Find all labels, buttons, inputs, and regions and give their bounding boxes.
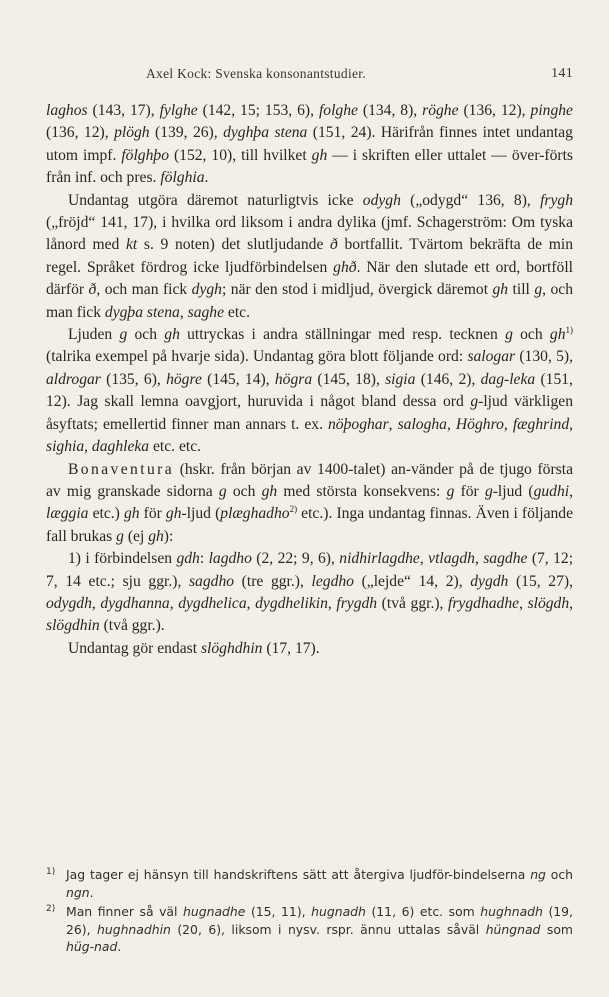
paragraph-1: laghos (143, 17), fylghe (142, 15; 153, 6), folghe (134, 8), röghe (136, 12), pinghe (136, 12), plögh (139, 26), dyghþa stena (151, 24). Härifrån finnes intet undantag utom impf. fölghþo (152, 10), till hvilket gh — i skriften eller uttalet — över-förts från inf. och pres. fölghia. xyxy=(46,102,573,187)
page-number: 141 xyxy=(551,66,573,81)
paragraph-4: Bonaventura (hskr. från början av 1400-talet) an-vänder på de tjugo första av mig granskade sidorna g och gh med största konsekvens: g för g-ljud (gudhi, læggia etc.) gh för gh-ljud (plæghadho$^{2)}$ etc.). Inga undantag finnas. Även i följande fall brukas g (ej gh): xyxy=(46,460,574,545)
footnote-2: $^{2)}$ Man finner så väl hugnadhe (15, 11), hugnadh (11, 6) etc. som hughnadh (19, 26), hughnadhin (20, 6), liksom i nysv. rspr. ännu uttalas såväl hüngnad som hüg-nad. xyxy=(46,904,573,955)
footnote-1: $^{1)}$ Jag tager ej hänsyn till handskriftens sätt att återgiva ljudför-bindelserna ng och ngn. xyxy=(46,866,574,900)
main-text xyxy=(46,100,573,660)
footnote-ref-2: 2) xyxy=(289,504,298,515)
paragraph-3: Ljuden g och gh uttryckas i andra ställningar med resp. tecknen g och $gh^{1)}$ (talrika exempel på hvarje sida). Undantag göra blott följande ord: salogar (130, 5), aldrogar (135, 6), högre (145, 14), högra (145, 18), sigia (146, 2), dag-leka (151, 12). Jag skall lemna oavgjort, huruvida i något bland dessa ord g-ljud värkligen åsyftats; emellertid finner man annars t. ex. nöþoghar, salogha, Höghro, fæghrind, sighia, daghleka etc. etc. xyxy=(46,324,574,456)
paragraph-6: Undantag gör endast slöghdhin (17, 17). xyxy=(68,639,320,657)
paragraph-5: 1) i förbindelsen gdh: lagdho (2, 22; 9, 6), nidhirlagdhe, vtlagdh, sagdhe (7, 12; 7, 14 etc.; sju ggr.), sagdho (tre ggr.), legdho („lejde“ 14, 2), dygdh (15, 27), odygdh, dygdhanna, dygdhelica, dygdhelikin, frygdh (två ggr.), frygdhadhe, slögdh, slögdhin (två ggr.). xyxy=(46,550,574,635)
author-name: Bonaventura xyxy=(68,460,175,478)
paragraph-2: Undantag utgöra däremot naturligtvis icke odygh („odygd“ 136, 8), frygh („fröjd“ 141, 17), i hvilka ord liksom i andra dylika (jmf. Schagerström: Om tyska lånord med kt s. 9 noten) det slutljudande ð bortfallit. Tvärtom bekräfta de min regel. Språket fördrog icke ljudförbindelsen ghð. När den slutade ett ord, bortföll därför ð, och man fick dygh; när den stod i midljud, övergick däremot gh till g, och man fick dygþa stena, saghe etc. xyxy=(46,191,573,321)
running-title: Axel Kock: Svenska konsonantstudier. xyxy=(146,66,367,81)
footnotes xyxy=(46,866,573,958)
footnote-ref-1: 1) xyxy=(565,324,573,335)
